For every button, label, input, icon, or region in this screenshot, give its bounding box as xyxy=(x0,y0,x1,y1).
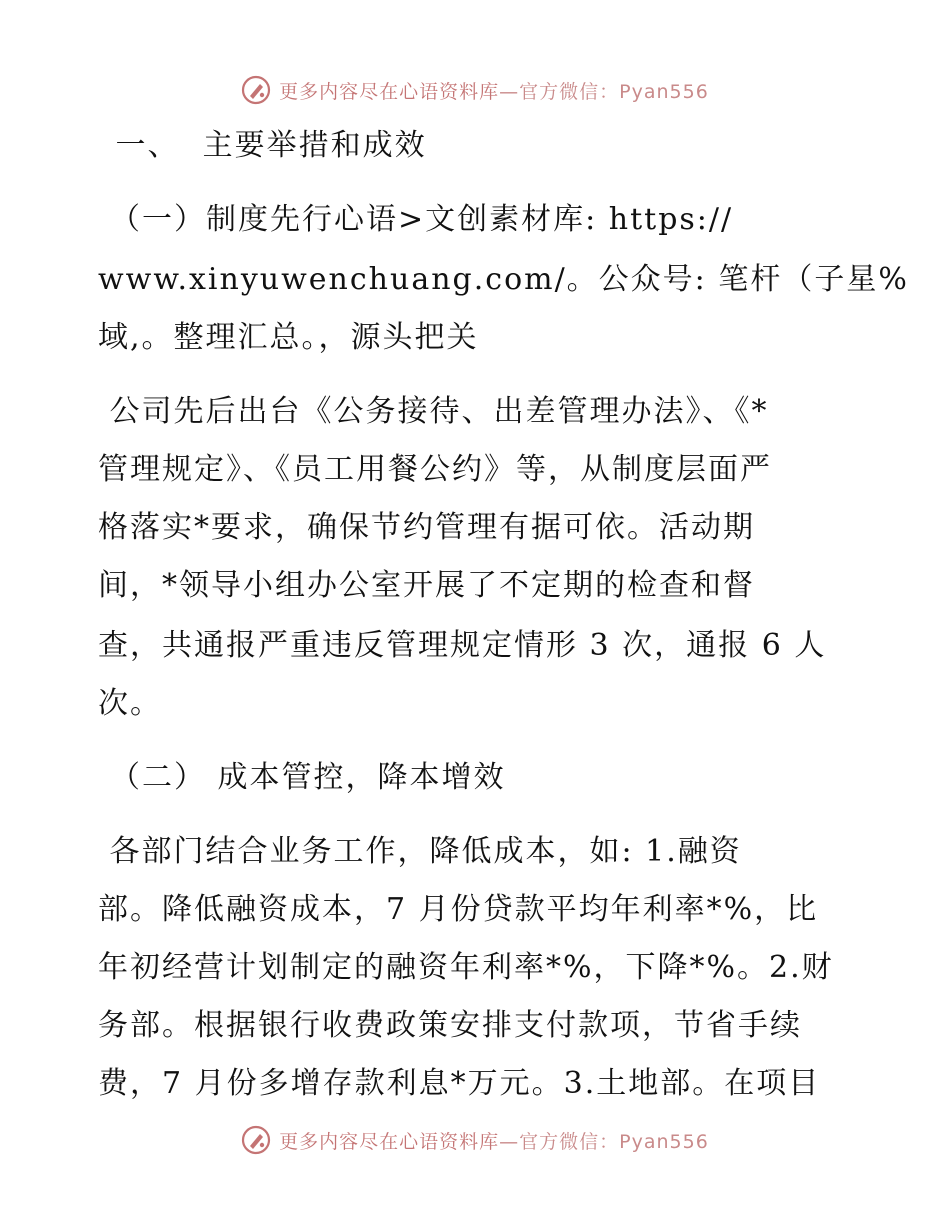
paragraph-line: www.xinyuwenchuang.com/。公众号: 笔杆（子星% xyxy=(98,262,909,297)
watermark-brand: 更多内容尽在心语资料库 xyxy=(279,1130,500,1153)
paragraph-line: 查，共通报严重违反管理规定情形 3 次，通报 6 人 xyxy=(98,628,827,663)
watermark-separator: — xyxy=(499,1130,520,1153)
watermark-brand: 更多内容尽在心语资料库 xyxy=(279,80,500,103)
paragraph-line: 部。降低融资成本，7 月份贷款平均年利率*%，比 xyxy=(98,892,819,927)
paragraph-line: 管理规定》、《员工用餐公约》等，从制度层面严 xyxy=(98,452,772,487)
paragraph-line: 格落实*要求，确保节约管理有据可依。活动期 xyxy=(98,510,755,545)
subsection-heading-1: （一）制度先行心语>文创素材库: https:// xyxy=(110,202,734,237)
paragraph-line: 务部。根据银行收费政策安排支付款项，节省手续 xyxy=(98,1008,802,1043)
subsection-heading-2: （二） 成本管控，降本增效 xyxy=(110,760,506,795)
watermark-footer xyxy=(0,1122,950,1158)
watermark-text xyxy=(279,77,709,104)
watermark-contact: 官方微信：Pyan556 xyxy=(519,1130,709,1153)
watermark-text xyxy=(279,1127,709,1154)
paragraph-line: 域,。整理汇总。，源头把关 xyxy=(98,320,479,355)
section-heading: 一、 主要举措和成效 xyxy=(104,128,427,163)
pen-seal-icon xyxy=(241,75,271,105)
paragraph-line: 次。 xyxy=(98,686,162,721)
watermark-contact: 官方微信：Pyan556 xyxy=(519,80,709,103)
paragraph-line: 间，*领导小组办公室开展了不定期的检查和督 xyxy=(98,568,755,603)
paragraph-line: 公司先后出台《公务接待、出差管理办法》、《* xyxy=(98,394,769,429)
watermark-separator: — xyxy=(499,80,520,103)
paragraph-line: 年初经营计划制定的融资年利率*%，下降*%。2.财 xyxy=(98,950,834,985)
paragraph-line: 费，7 月份多增存款利息*万元。3.土地部。在项目 xyxy=(98,1066,821,1101)
paragraph-line: 各部门结合业务工作，降低成本，如: 1.融资 xyxy=(98,834,742,869)
watermark-header xyxy=(0,72,950,108)
pen-seal-icon xyxy=(241,1125,271,1155)
